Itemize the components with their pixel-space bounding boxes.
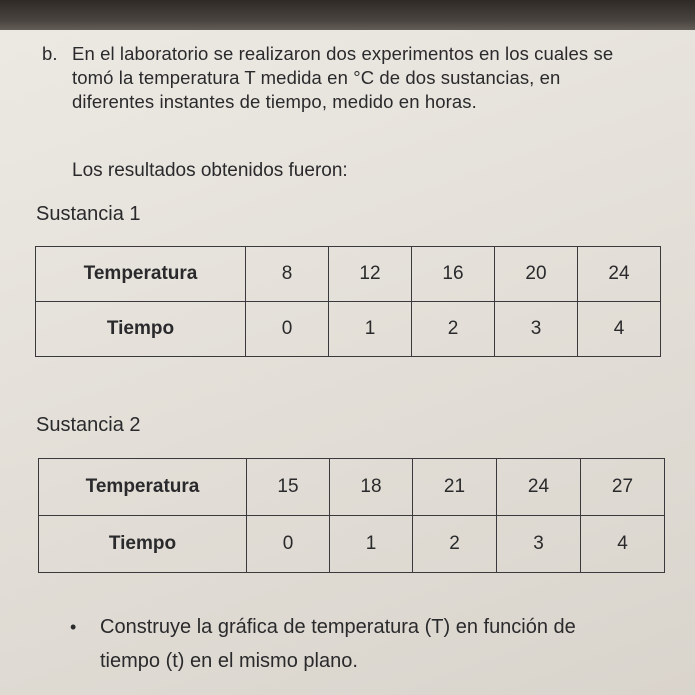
temperature-cell: 15 (247, 459, 330, 516)
time-cell: 2 (412, 302, 495, 357)
sustancia-1-table (35, 246, 661, 357)
sustancia-2-title: Sustancia 2 (36, 414, 141, 436)
time-cell: 3 (497, 516, 581, 573)
time-cell: 1 (329, 302, 412, 357)
table-row (39, 516, 665, 573)
temperature-cell: 18 (330, 459, 413, 516)
task-line-1: Construye la gráfica de temperatura (T) en función de (100, 616, 576, 638)
temperature-cell: 20 (495, 247, 578, 302)
task-instruction (70, 610, 680, 678)
time-cell: 0 (247, 516, 330, 573)
time-cell: 4 (578, 302, 661, 357)
table-row (36, 247, 661, 302)
table-row (39, 459, 665, 516)
time-header: Tiempo (36, 302, 246, 357)
exercise-statement (42, 42, 642, 114)
time-header: Tiempo (39, 516, 247, 573)
temperature-cell: 12 (329, 247, 412, 302)
time-cell: 4 (581, 516, 665, 573)
temperature-cell: 8 (246, 247, 329, 302)
exercise-label: b. (42, 43, 58, 64)
task-line-2: tiempo (t) en el mismo plano. (100, 650, 358, 672)
temperature-header: Temperatura (36, 247, 246, 302)
time-cell: 3 (495, 302, 578, 357)
temperature-cell: 16 (412, 247, 495, 302)
temperature-cell: 24 (578, 247, 661, 302)
temperature-cell: 24 (497, 459, 581, 516)
worksheet-page (0, 30, 695, 695)
background-strip (0, 0, 695, 34)
temperature-header: Temperatura (39, 459, 247, 516)
bullet-icon: • (70, 617, 77, 637)
time-cell: 1 (330, 516, 413, 573)
results-intro: Los resultados obtenidos fueron: (72, 160, 348, 181)
table-row (36, 302, 661, 357)
time-cell: 2 (413, 516, 497, 573)
time-cell: 0 (246, 302, 329, 357)
sustancia-2-table (38, 458, 665, 573)
exercise-text: En el laboratorio se realizaron dos experimentos en los cuales se tomó la temperatura T medida en °C de dos sustancias, en diferentes instantes de tiempo, medido en horas. (72, 43, 614, 112)
temperature-cell: 27 (581, 459, 665, 516)
sustancia-1-title: Sustancia 1 (36, 203, 141, 225)
temperature-cell: 21 (413, 459, 497, 516)
